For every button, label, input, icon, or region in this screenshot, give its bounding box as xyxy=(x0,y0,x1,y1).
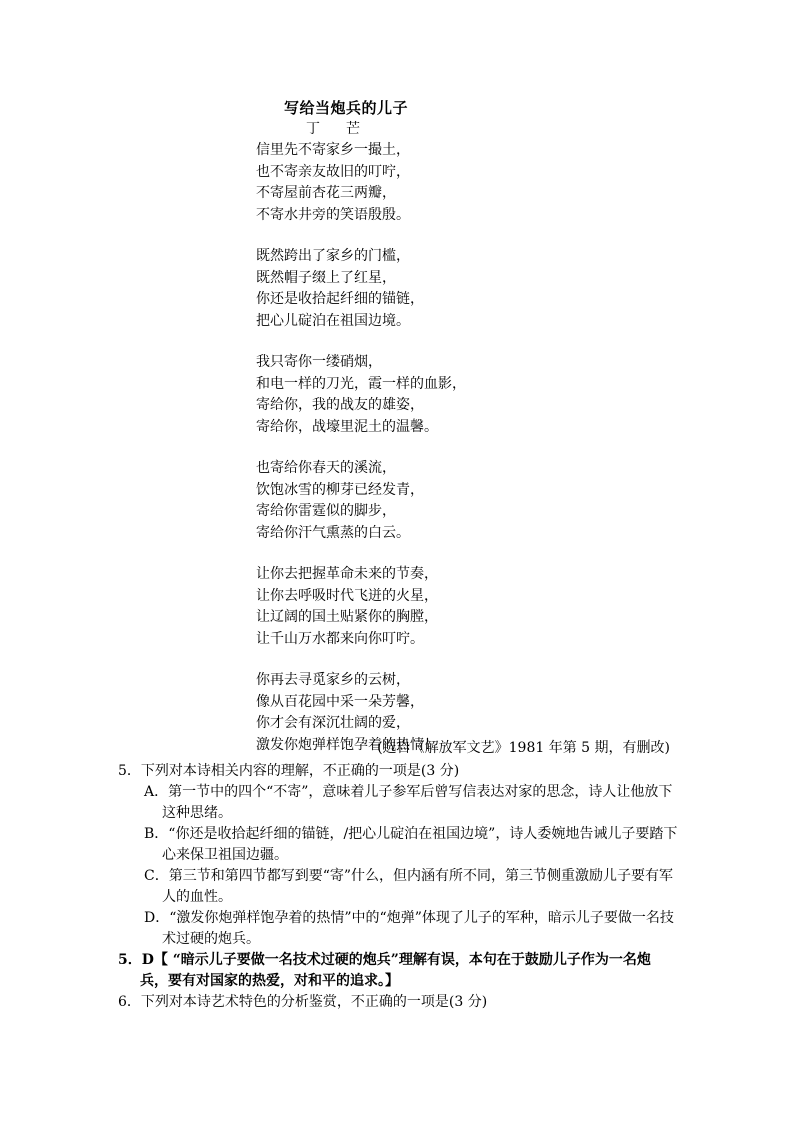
poem-line: 把心儿碇泊在祖国边境。 xyxy=(256,312,410,329)
poem-line: 不寄屋前杏花三两瓣， xyxy=(256,185,396,201)
poem-line: 和电一样的刀光，霞一样的血影， xyxy=(256,375,466,392)
poem-source: (选自《解放军文艺》1981 年第 5 期，有删改) xyxy=(377,740,670,756)
poem-stanza xyxy=(256,246,676,332)
poem-line: 让你去把握革命未来的节奏， xyxy=(256,566,438,582)
poem-line: 也不寄亲友故旧的叮咛， xyxy=(256,163,410,180)
poem-line: 你再去寻觅家乡的云树， xyxy=(256,672,410,688)
poem-line: 既然跨出了家乡的门槛， xyxy=(256,248,410,264)
poem-title: 写给当炮兵的儿子 xyxy=(283,99,408,117)
poem-line: 寄给你汗气熏蒸的白云。 xyxy=(256,524,410,541)
question-section xyxy=(118,761,678,1013)
poem-line: 激发你炮弹样饱孕着的热情！ xyxy=(256,736,438,753)
poem-author: 丁 芒 xyxy=(306,121,366,137)
poem-body xyxy=(256,140,676,776)
poem-stanza xyxy=(256,458,676,544)
poem-line: 信里先不寄家乡一撮土， xyxy=(256,142,410,158)
question-5-stem: 5．下列对本诗相关内容的理解，不正确的一项是(3 分) xyxy=(118,763,460,779)
poem-line: 像从百花园中采一朵芳馨， xyxy=(256,693,424,710)
question-5-option-b: B．“你还是收拾起纤细的锚链，/把心儿碇泊在祖国边境”，诗人委婉地告诫儿子要踏下心来保卫祖国边疆。 xyxy=(144,826,678,863)
poem-line: 饮饱冰雪的柳芽已经发青， xyxy=(256,481,424,498)
poem-line: 不寄水井旁的笑语殷殷。 xyxy=(256,206,410,223)
poem-line: 让辽阔的国土贴紧你的胸膛， xyxy=(256,609,438,625)
poem-line: 寄给你雷霆似的脚步， xyxy=(256,503,396,519)
question-5-option-c: C．第三节和第四节都写到要“寄”什么，但内涵有所不同，第三节侧重激励儿子要有军人的血性。 xyxy=(144,868,674,905)
poem-line: 我只寄你一缕硝烟， xyxy=(256,354,382,370)
question-5-option-d: D．“激发你炮弹样饱孕着的热情”中的“炮弹”体现了儿子的军种，暗示儿子要做一名技术过硬的炮兵。 xyxy=(144,910,674,947)
answer-5: 5．D【 “暗示儿子要做一名技术过硬的炮兵”理解有误，本句在于鼓励儿子作为一名炮兵，要有对国家的热爱，对和平的追求。】 xyxy=(118,952,651,989)
poem-stanza xyxy=(256,140,676,226)
poem-line: 寄给你，我的战友的雄姿， xyxy=(256,397,424,413)
poem-line: 寄给你，战壕里泥土的温馨。 xyxy=(256,418,438,435)
poem-line: 你才会有深沉壮阔的爱， xyxy=(256,715,410,731)
poem-line: 既然帽子缀上了红星， xyxy=(256,269,396,286)
poem-line: 也寄给你春天的溪流， xyxy=(256,460,396,476)
question-6-stem: 6．下列对本诗艺术特色的分析鉴赏，不正确的一项是(3 分) xyxy=(118,994,488,1010)
poem-line: 让你去呼吸时代飞迸的火星， xyxy=(256,587,438,604)
poem-line: 让千山万水都来向你叮咛。 xyxy=(256,630,424,647)
poem-stanza xyxy=(256,352,676,438)
poem-stanza xyxy=(256,564,676,650)
poem-line: 你还是收拾起纤细的锚链， xyxy=(256,291,424,307)
question-5-option-a: A．第一节中的四个“不寄”，意味着儿子参军后曾写信表达对家的思念，诗人让他放下这种思绪。 xyxy=(144,784,673,821)
